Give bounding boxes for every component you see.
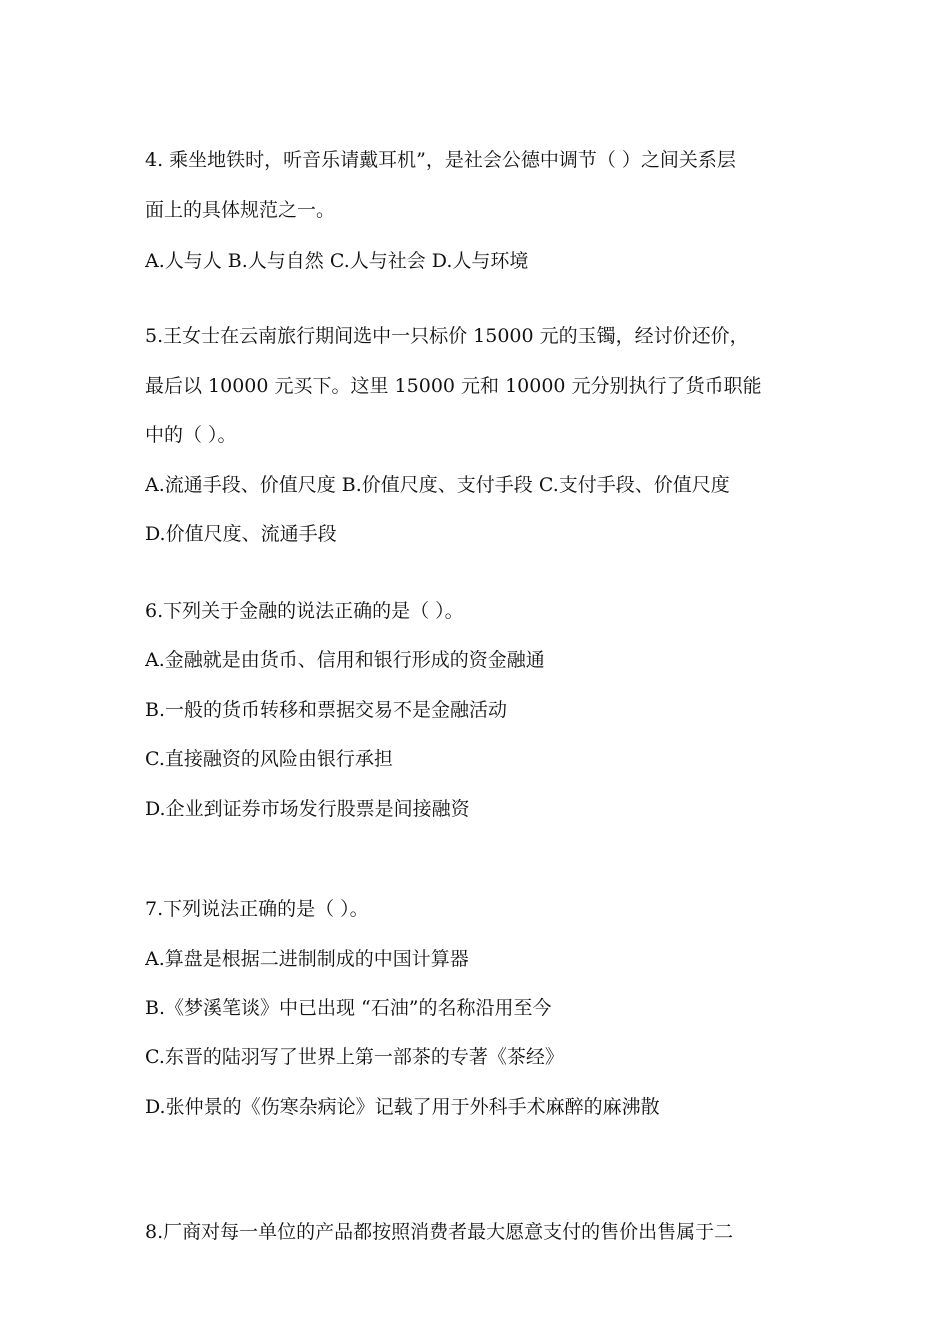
question-5-options-line-1: A.流通手段、价值尺度 B.价值尺度、支付手段 C.支付手段、价值尺度 [145,474,730,496]
question-6-option-b: B.一般的货币转移和票据交易不是金融活动 [145,699,508,721]
question-6-option-d: D.企业到证券市场发行股票是间接融资 [145,798,470,820]
question-7-stem: 7.下列说法正确的是（ ）。 [145,898,369,920]
question-4-stem-line-2: 面上的具体规范之一。 [145,199,336,221]
question-8-stem: 8.厂商对每一单位的产品都按照消费者最大愿意支付的售价出售属于二 [145,1221,734,1243]
question-7-option-b: B.《梦溪笔谈》中已出现 “石油”的名称沿用至今 [145,997,552,1019]
question-7-option-d: D.张仲景的《伤寒杂病论》记载了用于外科手术麻醉的麻沸散 [145,1096,660,1118]
question-4-options: A.人与人 B.人与自然 C.人与社会 D.人与环境 [145,250,529,272]
question-7-option-a: A.算盘是根据二进制制成的中国计算器 [145,948,469,970]
question-6-option-c: C.直接融资的风险由银行承担 [145,748,393,770]
question-6-option-a: A.金融就是由货币、信用和银行形成的资金融通 [145,649,545,671]
question-5-stem-line-1: 5.王女士在云南旅行期间选中一只标价 15000 元的玉镯，经讨价还价， [145,325,749,347]
question-4-stem-line-1: 4. 乘坐地铁时，听音乐请戴耳机”，是社会公德中调节（ ）之间关系层 [145,149,736,171]
question-5-options-line-2: D.价值尺度、流通手段 [145,523,337,545]
question-7-option-c: C.东晋的陆羽写了世界上第一部茶的专著《茶经》 [145,1046,564,1068]
question-6-stem: 6.下列关于金融的说法正确的是（ ）。 [145,600,464,622]
question-5-stem-line-2: 最后以 10000 元买下。这里 15000 元和 10000 元分别执行了货币职能 [145,375,762,397]
question-5-stem-line-3: 中的（ ）。 [145,424,237,446]
